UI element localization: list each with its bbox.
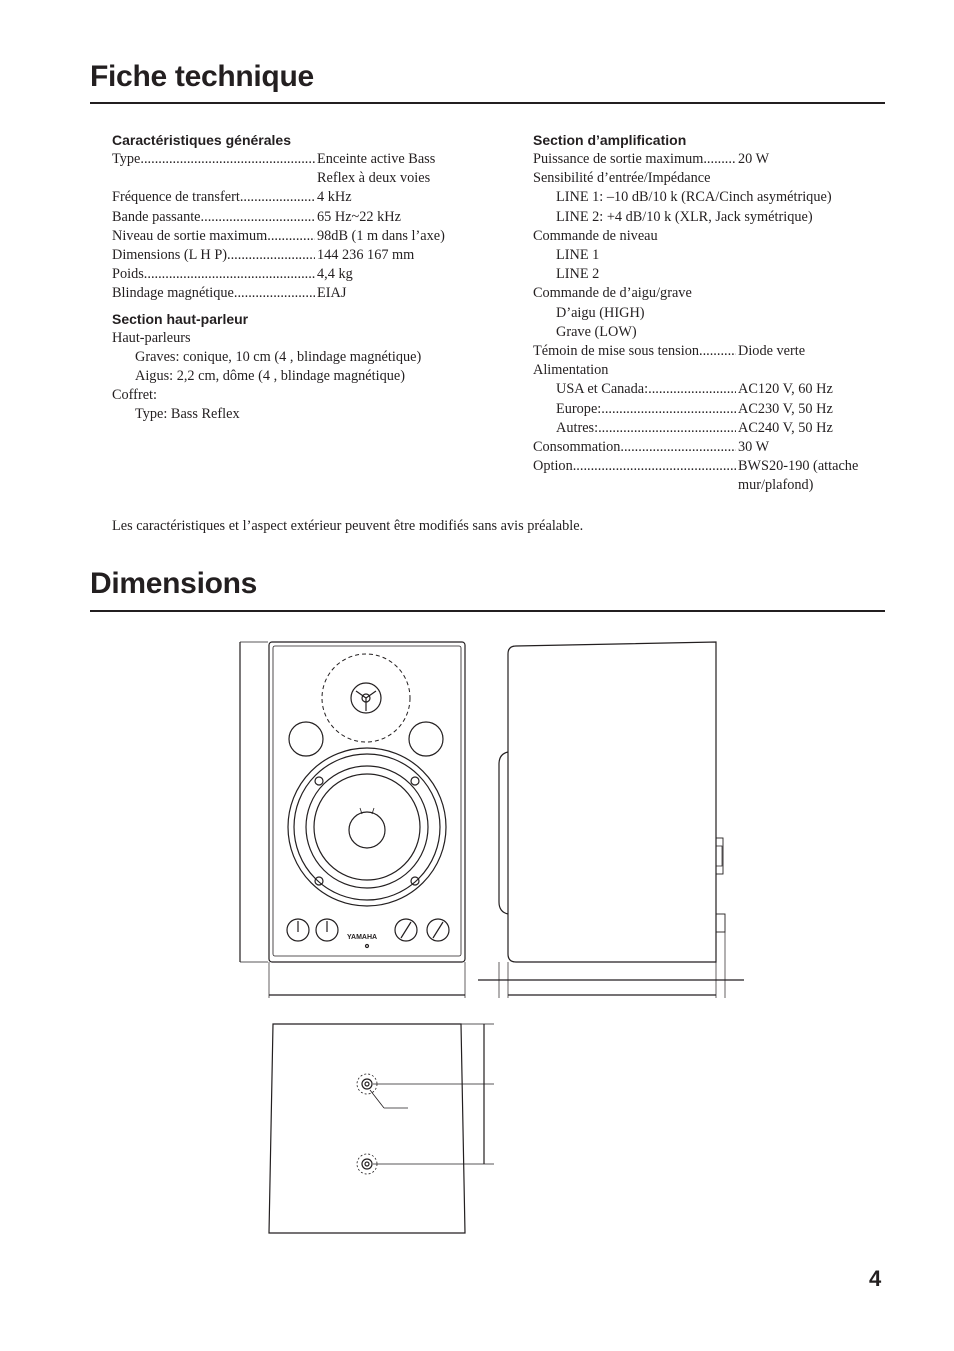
spec-label-text: Bande passante: [112, 208, 201, 225]
speaker-line: Coffret:: [112, 387, 157, 404]
spec-label-text: Consommation: [533, 439, 621, 456]
spec-value: 20 W: [738, 151, 770, 167]
spec-value: Diode verte: [738, 343, 806, 360]
spec-label-text: Puissance de sortie maximum: [533, 151, 704, 167]
spec-label-text: Fréquence de transfert: [112, 189, 240, 206]
front-view-drawing: [240, 642, 465, 998]
spec-label-text: Autres:: [556, 419, 599, 436]
spec-label-text: Niveau de sortie maximum: [112, 227, 268, 244]
amp-line: Sensibilité d’entrée/Impédance: [533, 170, 711, 187]
speaker-title: Section haut-parleur: [112, 310, 249, 327]
page-number: 4: [869, 1266, 882, 1291]
amp-line: Grave (LOW): [556, 323, 637, 340]
spec-value: 4 kHz: [317, 189, 352, 206]
spec-value-continued: Reflex à deux voies: [317, 170, 431, 187]
spec-value: 144 236 167 mm: [317, 247, 415, 264]
spec-value: 30 W: [738, 439, 770, 456]
disclaimer-note: Les caractéristiques et l’aspect extérieur peuvent être modifiés sans avis préalable.: [112, 518, 584, 534]
amp-line: Commande de d’aigu/grave: [533, 285, 692, 302]
amp-line: LINE 2: +4 dB/10 k (XLR, Jack symétrique): [556, 208, 813, 225]
spec-label-text: Europe:: [556, 400, 602, 417]
spec-value: 4,4 kg: [317, 266, 353, 283]
spec-value-continued: mur/plafond): [738, 477, 814, 494]
amp-line: Alimentation: [533, 362, 609, 379]
spec-value: AC240 V, 50 Hz: [738, 419, 833, 436]
spec-value: Enceinte active Bass: [317, 151, 436, 167]
heading-fiche-technique: Fiche technique: [90, 60, 314, 93]
amp-line: LINE 2: [556, 266, 600, 283]
general-title: Caractéristiques générales: [112, 132, 291, 148]
spec-value: AC230 V, 50 Hz: [738, 400, 833, 417]
amp-line: D’aigu (HIGH): [556, 304, 645, 321]
amp-line: LINE 1: –10 dB/10 k (RCA/Cinch asymétrique): [556, 189, 832, 206]
spec-label-text: Poids: [112, 266, 144, 283]
spec-label-text: USA et Canada:: [556, 381, 649, 398]
spec-value: 98dB (1 m dans l’axe): [317, 227, 445, 244]
amp-line: Commande de niveau: [533, 227, 658, 244]
spec-value: EIAJ: [317, 285, 347, 302]
spec-value: 65 Hz~22 kHz: [317, 208, 401, 225]
amp-line: LINE 1: [556, 247, 600, 264]
spec-label-text: Blindage magnétique: [112, 285, 234, 302]
heading-dimensions: Dimensions: [90, 567, 258, 600]
spec-label-text: Dimensions (L H P): [112, 247, 228, 264]
spec-value: BWS20-190 (attache: [738, 458, 859, 475]
spec-label-text: Témoin de mise sous tension: [533, 343, 699, 360]
speaker-line: Haut-parleurs: [112, 329, 191, 346]
spec-value: AC120 V, 60 Hz: [738, 381, 833, 398]
spec-label-text: Type: [112, 151, 141, 167]
speaker-line: Graves: conique, 10 cm (4 , blindage magnétique): [135, 348, 422, 365]
front-brand-logo: YAMAHA: [347, 934, 378, 941]
side-view-drawing: [478, 642, 744, 998]
speaker-line: Type: Bass Reflex: [135, 406, 240, 423]
spec-label-text: Option: [533, 458, 573, 475]
amp-title: Section d’amplification: [533, 132, 687, 148]
rear-view-drawing: [269, 1024, 494, 1233]
speaker-line: Aigus: 2,2 cm, dôme (4 , blindage magnétique): [135, 368, 405, 385]
